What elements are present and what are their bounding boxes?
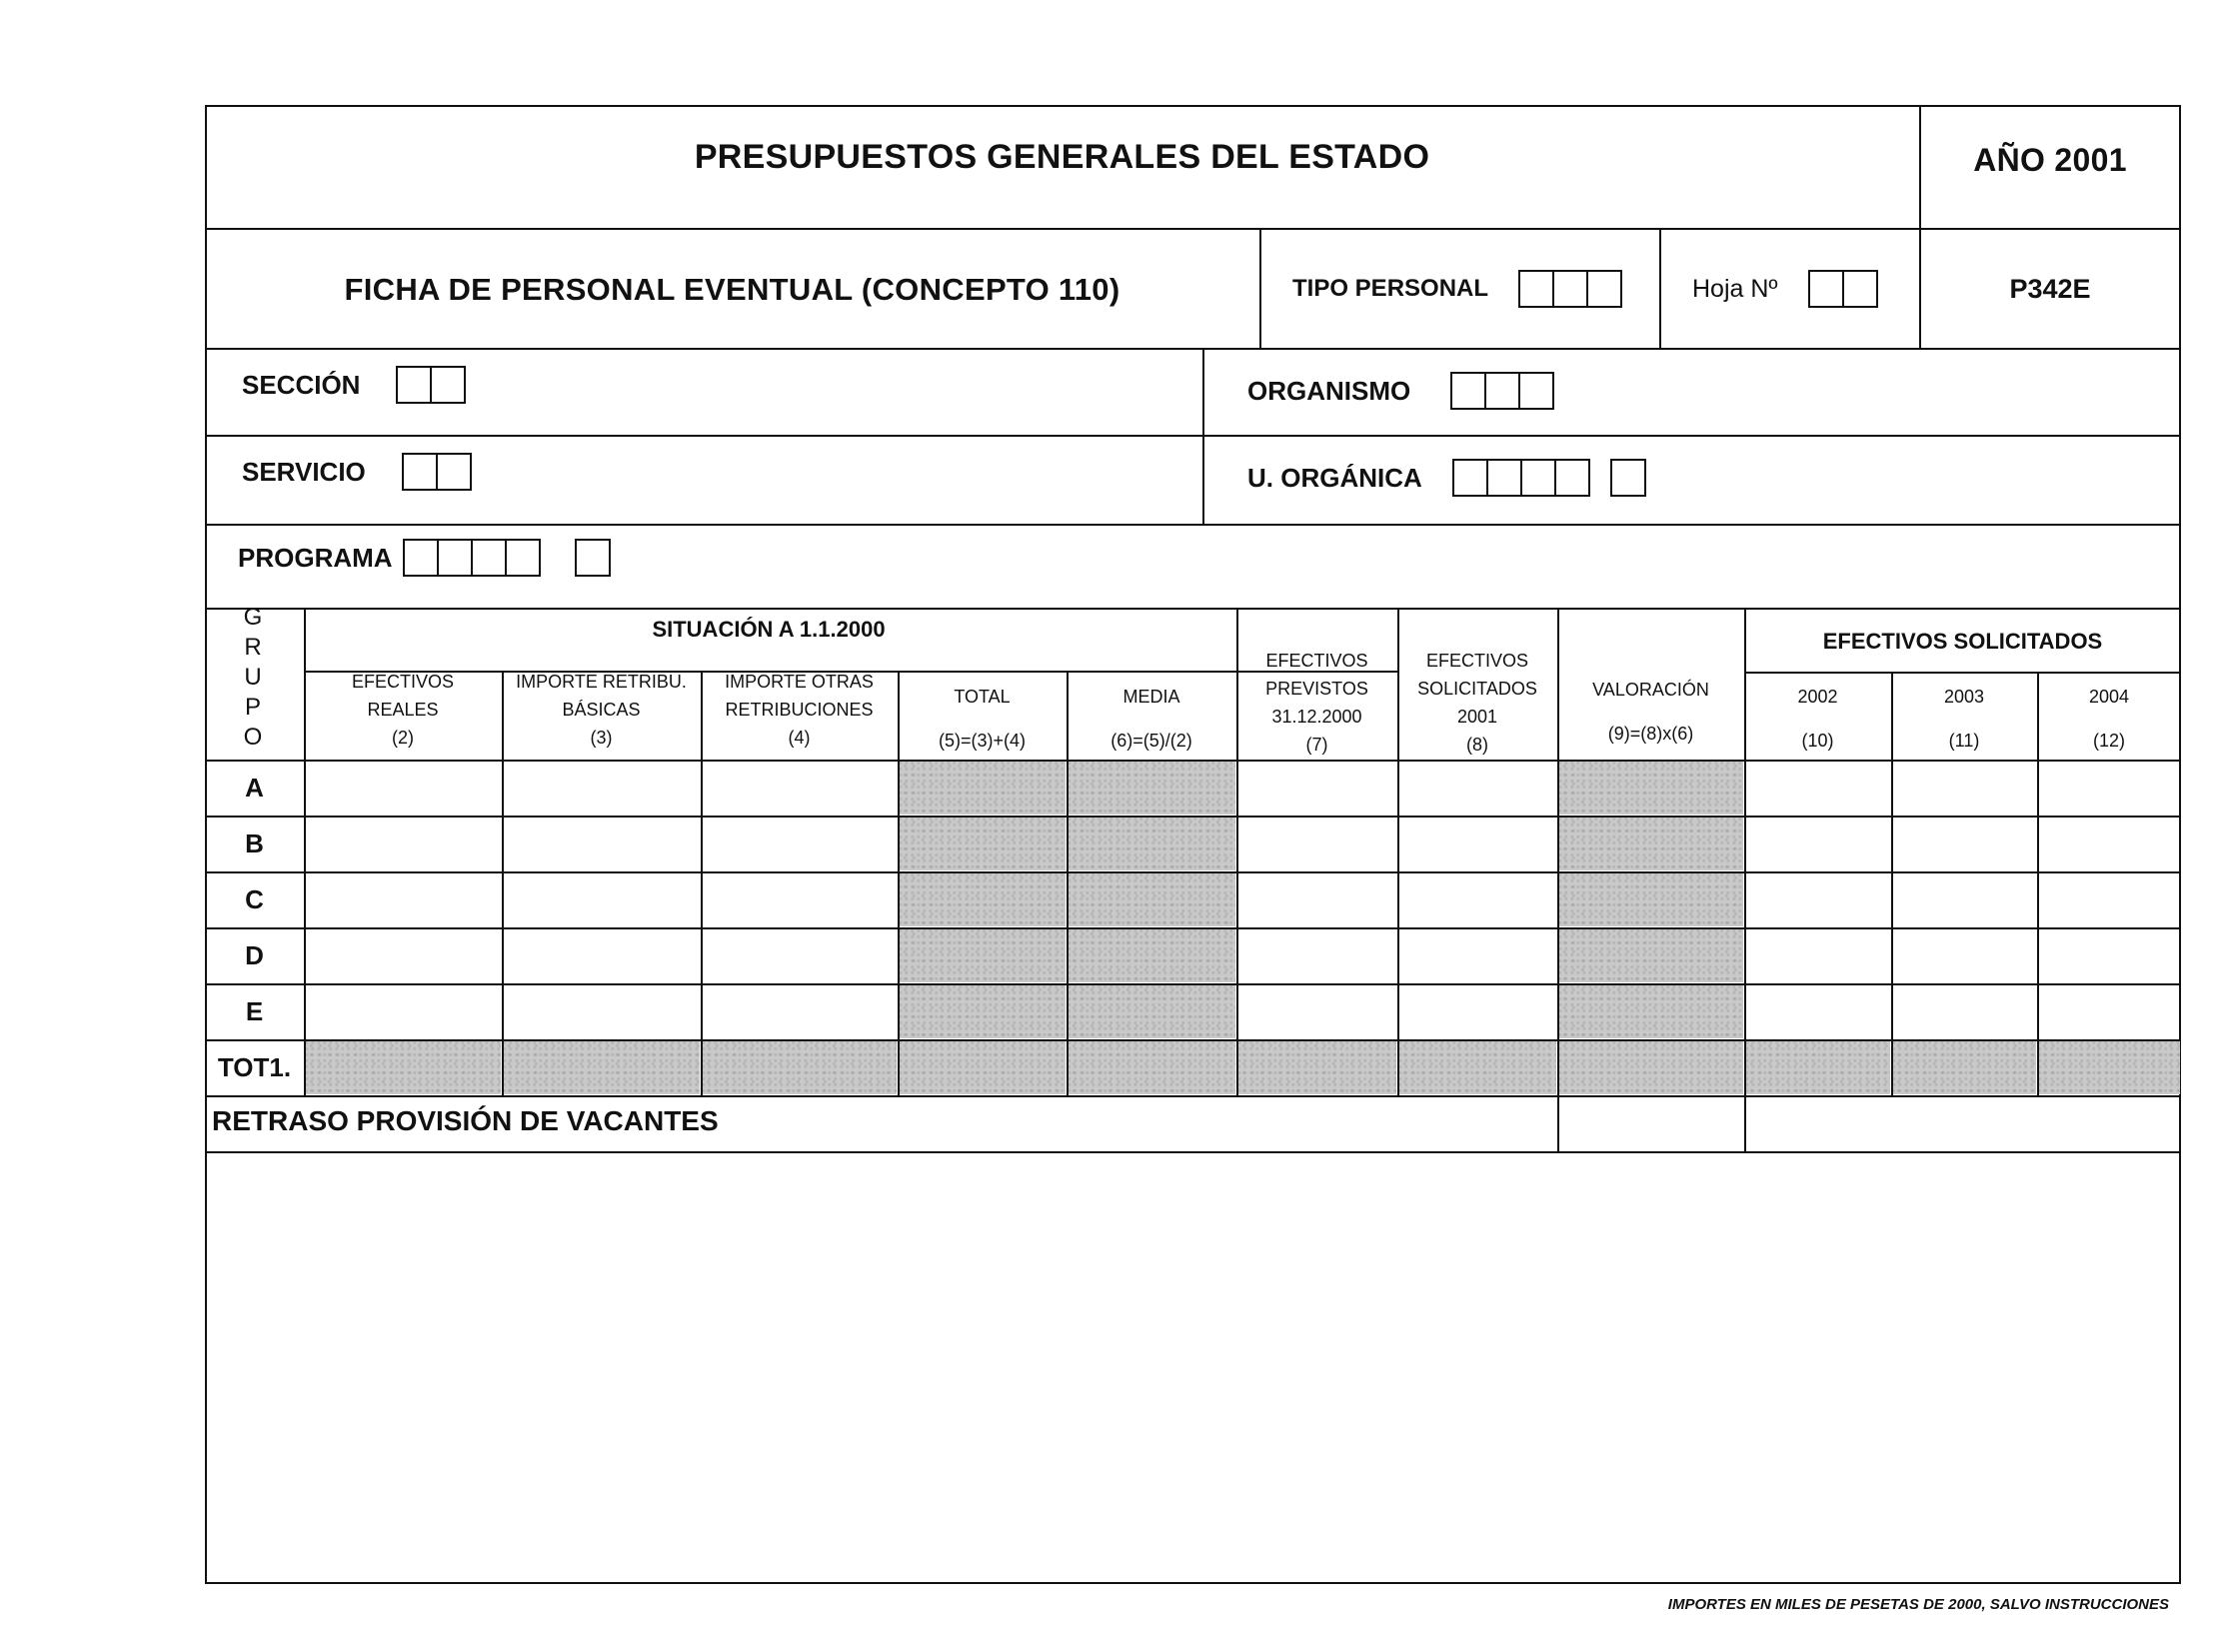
column-header: [898, 683, 1067, 755]
grupo-letter: G: [243, 604, 263, 631]
column-header-line: BÁSICAS: [562, 700, 641, 720]
column-header: [2037, 683, 2181, 755]
table-cell[interactable]: [306, 762, 500, 814]
column-header: [304, 668, 502, 752]
page-title: PRESUPUESTOS GENERALES DEL ESTADO: [694, 138, 1430, 176]
table-cell[interactable]: [1238, 818, 1395, 869]
table-cell[interactable]: [703, 985, 896, 1037]
table-cell[interactable]: [504, 985, 699, 1037]
table-cell[interactable]: [1746, 762, 1889, 814]
column-header-line: MEDIA: [1122, 687, 1180, 707]
table-cell[interactable]: [1399, 929, 1555, 981]
column-header: [1744, 683, 1891, 755]
grupo-letter: O: [243, 724, 263, 751]
table-rule: [205, 1095, 2181, 1097]
shaded-cell: [899, 817, 1066, 870]
column-header-line: 2002: [1797, 687, 1838, 707]
table-cell[interactable]: [306, 873, 500, 925]
table-rule: [1744, 672, 2181, 674]
table-cell[interactable]: [1746, 985, 1889, 1037]
shaded-cell: [2038, 1040, 2180, 1094]
column-header-line: (4): [788, 728, 811, 748]
retraso-label: RETRASO PROVISIÓN DE VACANTES: [212, 1105, 719, 1136]
table-cell[interactable]: [2039, 762, 2179, 814]
table-cell[interactable]: [1238, 762, 1395, 814]
column-header-line: TOTAL: [954, 687, 1011, 707]
column-header: [1236, 647, 1397, 759]
table-cell[interactable]: [1746, 929, 1889, 981]
divider: [205, 348, 2181, 350]
shaded-cell: [1745, 1040, 1890, 1094]
efectivos-solicitados-header: EFECTIVOS SOLICITADOS: [1822, 629, 2103, 654]
divider: [1659, 228, 1661, 348]
shaded-cell: [1558, 872, 1743, 926]
programa-field: [238, 539, 611, 577]
u-organica-check[interactable]: [1610, 459, 1646, 497]
table-rule: [1557, 1095, 1559, 1151]
programa-check[interactable]: [575, 539, 611, 577]
table-cell[interactable]: [1238, 985, 1395, 1037]
column-header-line: (8): [1466, 735, 1488, 755]
column-header: [1557, 676, 1744, 748]
table-cell[interactable]: [1893, 818, 2035, 869]
table-cell[interactable]: [504, 929, 699, 981]
table-cell[interactable]: [1399, 873, 1555, 925]
u-organica-field: [1247, 459, 1646, 497]
shaded-cell: [1558, 984, 1743, 1038]
column-header-line: SOLICITADOS: [1417, 679, 1537, 699]
grupo-letter: R: [244, 634, 262, 661]
column-header: [1067, 683, 1236, 755]
column-header-line: EFECTIVOS: [351, 672, 454, 692]
column-header-line: (5)=(3)+(4): [938, 731, 1027, 751]
column-header: [1891, 683, 2037, 755]
table-cell[interactable]: [1893, 985, 2035, 1037]
divider: [205, 228, 2181, 230]
column-header-line: EFECTIVOS: [1265, 651, 1368, 671]
shaded-cell: [1892, 1040, 2036, 1094]
grupo-header: [235, 603, 271, 753]
shaded-cell: [1558, 817, 1743, 870]
column-header-line: 2001: [1456, 707, 1498, 727]
shaded-cell: [1068, 761, 1235, 815]
table-cell[interactable]: [1399, 985, 1555, 1037]
form-title: FICHA DE PERSONAL EVENTUAL (CONCEPTO 110): [344, 272, 1120, 307]
column-header-line: RETRIBUCIONES: [725, 700, 874, 720]
shaded-cell: [899, 984, 1066, 1038]
situacion-header: SITUACIÓN A 1.1.2000: [652, 617, 886, 642]
table-cell[interactable]: [1399, 818, 1555, 869]
shaded-cell: [1068, 928, 1235, 982]
shaded-cell: [899, 1040, 1066, 1094]
divider: [1259, 228, 1261, 348]
table-cell[interactable]: [703, 762, 896, 814]
seccion-field: [242, 366, 466, 404]
row-label: C: [245, 884, 264, 914]
table-rule: [205, 1151, 2181, 1153]
shaded-cell: [1068, 1040, 1235, 1094]
grupo-letter: P: [244, 694, 261, 721]
table-cell[interactable]: [1746, 873, 1889, 925]
column-header-line: VALORACIÓN: [1592, 680, 1709, 700]
row-label: E: [245, 996, 264, 1026]
column-header-line: (3): [590, 728, 613, 748]
table-cell[interactable]: [1399, 762, 1555, 814]
divider: [205, 608, 2181, 610]
shaded-cell: [1068, 817, 1235, 870]
column-header-line: (6)=(5)/(2): [1110, 731, 1192, 751]
column-header-line: (7): [1305, 735, 1328, 755]
table-cell[interactable]: [703, 929, 896, 981]
divider: [205, 524, 2181, 526]
hoja-label: Hoja Nº: [1692, 274, 1778, 303]
u-organica-input[interactable]: [1452, 459, 1590, 497]
seccion-input[interactable]: [396, 366, 466, 404]
footer-note: IMPORTES EN MILES DE PESETAS DE 2000, SALVO INSTRUCCIONES: [1667, 1596, 2169, 1613]
column-header-line: REALES: [367, 700, 439, 720]
form-code: P342E: [2009, 274, 2091, 304]
shaded-cell: [899, 761, 1066, 815]
column-header-line: (12): [2092, 731, 2125, 751]
programa-input[interactable]: [403, 539, 541, 577]
hoja-field: [1692, 270, 1878, 308]
column-header-line: (2): [392, 728, 414, 748]
u-organica-label: U. ORGÁNICA: [1247, 462, 1422, 493]
column-header-line: IMPORTE RETRIBU.: [516, 672, 687, 692]
shaded-cell: [1558, 1040, 1743, 1094]
tipo-personal-field: [1292, 270, 1622, 308]
divider: [1919, 105, 1921, 348]
shaded-cell: [1237, 1040, 1396, 1094]
seccion-label: SECCIÓN: [242, 369, 361, 400]
shaded-cell: [702, 1040, 897, 1094]
table-cell[interactable]: [2039, 985, 2179, 1037]
column-header: [701, 668, 898, 752]
row-label: A: [245, 773, 264, 803]
row-label: B: [245, 828, 264, 858]
row-label: TOT1.: [217, 1052, 292, 1082]
shaded-cell: [1558, 761, 1743, 815]
column-header-line: EFECTIVOS: [1425, 651, 1528, 671]
column-header: [1397, 647, 1557, 759]
column-header-line: (9)=(8)x(6): [1607, 724, 1694, 744]
hoja-input[interactable]: [1808, 270, 1878, 308]
column-header-line: 2003: [1943, 687, 1985, 707]
table-cell[interactable]: [504, 818, 699, 869]
table-cell[interactable]: [504, 762, 699, 814]
shaded-cell: [1068, 984, 1235, 1038]
table-cell[interactable]: [2039, 873, 2179, 925]
programa-label: PROGRAMA: [238, 542, 393, 573]
table-cell[interactable]: [306, 985, 500, 1037]
column-header-line: IMPORTE OTRAS: [725, 672, 874, 692]
table-cell[interactable]: [2039, 929, 2179, 981]
column-header-line: (11): [1948, 731, 1980, 751]
grupo-letter: U: [244, 664, 262, 691]
shaded-cell: [1398, 1040, 1556, 1094]
table-cell[interactable]: [703, 818, 896, 869]
table-cell[interactable]: [1746, 818, 1889, 869]
table-cell[interactable]: [703, 873, 896, 925]
column-header-line: PREVISTOS: [1265, 679, 1368, 699]
shaded-cell: [1068, 872, 1235, 926]
tipo-personal-label: TIPO PERSONAL: [1292, 275, 1489, 302]
organismo-field: [1247, 372, 1554, 410]
year-label: AÑO 2001: [1973, 142, 2127, 178]
shaded-cell: [899, 872, 1066, 926]
organismo-input[interactable]: [1450, 372, 1554, 410]
shaded-cell: [1558, 928, 1743, 982]
column-header: [502, 668, 701, 752]
table-cell[interactable]: [306, 929, 500, 981]
tipo-personal-input[interactable]: [1518, 270, 1622, 308]
organismo-label: ORGANISMO: [1247, 375, 1411, 406]
column-header-line: 31.12.2000: [1271, 707, 1362, 727]
table-cell[interactable]: [1893, 929, 2035, 981]
shaded-cell: [899, 928, 1066, 982]
table-cell[interactable]: [306, 818, 500, 869]
column-header-line: 2004: [2088, 687, 2130, 707]
servicio-label: SERVICIO: [242, 456, 366, 487]
table-cell[interactable]: [1238, 929, 1395, 981]
servicio-field: [242, 453, 472, 491]
servicio-input[interactable]: [402, 453, 472, 491]
shaded-cell: [503, 1040, 700, 1094]
table-cell[interactable]: [1893, 762, 2035, 814]
table-cell[interactable]: [1238, 873, 1395, 925]
table-cell[interactable]: [1893, 873, 2035, 925]
shaded-cell: [305, 1040, 501, 1094]
table-cell[interactable]: [504, 873, 699, 925]
row-label: D: [245, 940, 264, 970]
column-header-line: (10): [1801, 731, 1834, 751]
table-cell[interactable]: [2039, 818, 2179, 869]
divider: [205, 435, 2181, 437]
